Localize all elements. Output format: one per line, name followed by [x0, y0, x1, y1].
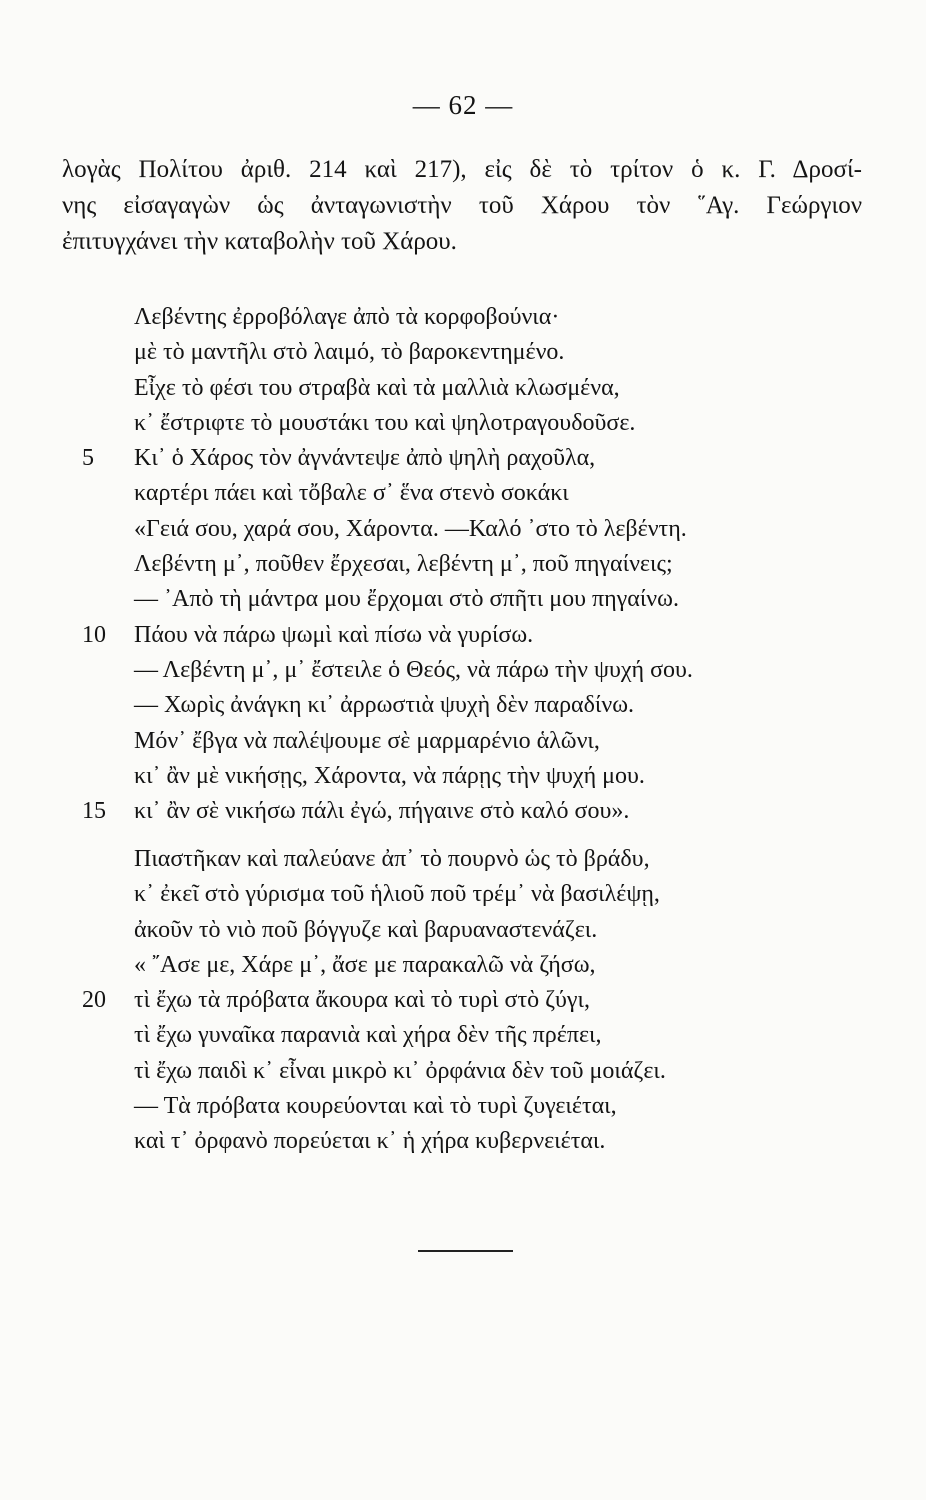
verse-line: [0, 794, 926, 829]
verse-line: [0, 1089, 926, 1124]
verse-text: τὶ ἔχω παιδὶ κ᾽ εἶναι μικρὸ κι᾽ ὀρφάνια δὲν τοῦ μοιάζει.: [134, 1057, 666, 1084]
verse-text: — Λεβέντη μ᾽, μ᾽ ἔστειλε ὁ Θεός, νὰ πάρω τὴν ψυχή σου.: [134, 656, 693, 683]
verse-text: καὶ τ᾽ ὀρφανὸ πορεύεται κ᾽ ἡ χήρα κυβερνειέται.: [134, 1128, 606, 1155]
verse-text: καρτέρι πάει καὶ τὄβαλε σ᾽ ἕνα στενὸ σοκάκι: [134, 480, 569, 507]
verse-line: [0, 300, 926, 335]
verse-line: [0, 1018, 926, 1053]
verse-text: κ᾽ ἔστριφτε τὸ μουστάκι του καὶ ψηλοτραγουδοῦσε.: [134, 409, 636, 436]
verse-text: Μόν᾽ ἔβγα νὰ παλέψουμε σὲ μαρμαρένιο ἁλῶνι,: [134, 727, 600, 754]
verse-line: [0, 842, 926, 877]
line-number: 5: [82, 445, 94, 472]
intro-line: ἐπιτυγχάνει τὴν καταβολὴν τοῦ Χάρου.: [62, 228, 457, 255]
verse-text: — Χωρὶς ἀνάγκη κι᾽ ἀρρωστιὰ ψυχὴ δὲν παραδίνω.: [134, 692, 635, 719]
line-number: 10: [82, 621, 106, 648]
intro-line: νης εἰσαγαγὼν ὡς ἀνταγωνιστὴν τοῦ Χάρου τὸν ῞Αγ. Γεώργιον: [62, 192, 862, 219]
verse-text: κι᾽ ἂν σὲ νικήσω πάλι ἐγώ, πήγαινε στὸ καλό σου».: [134, 798, 630, 825]
verse-line: [0, 547, 926, 582]
verse-line: [0, 759, 926, 794]
verse-text: κι᾽ ἂν μὲ νικήσῃς, Χάροντα, νὰ πάρῃς τὴν ψυχή μου.: [134, 762, 645, 789]
verse-text: μὲ τὸ μαντῆλι στὸ λαιμό, τὸ βαροκεντημένο.: [134, 339, 565, 366]
verse-text: τὶ ἔχω τὰ πρόβατα ἄκουρα καὶ τὸ τυρὶ στὸ ζύγι,: [134, 987, 590, 1014]
verse-text: — ᾽Απὸ τὴ μάντρα μου ἔρχομαι στὸ σπῆτι μου πηγαίνω.: [134, 586, 679, 613]
verse-text: ἀκοῦν τὸ νιὸ ποῦ βόγγυζε καὶ βαρυαναστενάζει.: [134, 916, 598, 943]
verse-line: [0, 913, 926, 948]
verse-line: [0, 724, 926, 759]
verse-line: [0, 406, 926, 441]
verse-text: Λεβέντης ἐρροβόλαγε ἀπὸ τὰ κορφοβούνια·: [134, 304, 560, 330]
verse-text: « ῎Ασε με, Χάρε μ᾽, ἄσε με παρακαλῶ νὰ ζήσω,: [134, 951, 596, 978]
intro-paragraph: [62, 152, 862, 260]
poem-stanza-2: [0, 842, 926, 1160]
verse-text: τὶ ἔχω γυναῖκα παρανιὰ καὶ χήρα δὲν τῆς πρέπει,: [134, 1022, 602, 1049]
verse-line: [0, 688, 926, 723]
line-number: 20: [82, 987, 106, 1014]
verse-text: «Γειά σου, χαρά σου, Χάροντα. —Καλό ᾽στο τὸ λεβέντη.: [134, 515, 687, 542]
verse-line: [0, 441, 926, 476]
verse-line: [0, 1054, 926, 1089]
end-rule-divider: [418, 1250, 513, 1252]
line-number: 15: [82, 798, 106, 825]
verse-line: [0, 618, 926, 653]
verse-text: Πιαστῆκαν καὶ παλεύανε ἀπ᾽ τὸ πουρνὸ ὡς τὸ βράδυ,: [134, 846, 650, 872]
verse-text: κ᾽ ἐκεῖ στὸ γύρισμα τοῦ ἡλιοῦ ποῦ τρέμ᾽ νὰ βασιλέψῃ,: [134, 881, 660, 908]
verse-line: [0, 335, 926, 370]
intro-line: λογὰς Πολίτου ἀριθ. 214 καὶ 217), εἰς δὲ τὸ τρίτον ὁ κ. Γ. Δροσί-: [62, 156, 862, 183]
poem-stanza-1: [0, 300, 926, 829]
page-number: — 62 —: [412, 90, 514, 120]
verse-line: [0, 476, 926, 511]
verse-text: — Τὰ πρόβατα κουρεύονται καὶ τὸ τυρὶ ζυγειέται,: [134, 1093, 617, 1120]
verse-line: [0, 1124, 926, 1159]
verse-line: [0, 983, 926, 1018]
verse-text: Κι᾽ ὁ Χάρος τὸν ἀγνάντεψε ἀπὸ ψηλὴ ραχοῦλα,: [134, 445, 596, 472]
verse-line: [0, 948, 926, 983]
verse-line: [0, 371, 926, 406]
verse-line: [0, 653, 926, 688]
verse-text: Πάου νὰ πάρω ψωμὶ καὶ πίσω νὰ γυρίσω.: [134, 621, 534, 648]
verse-line: [0, 877, 926, 912]
verse-text: Λεβέντη μ᾽, ποῦθεν ἔρχεσαι, λεβέντη μ᾽, ποῦ πηγαίνεις;: [134, 551, 673, 578]
verse-text: Εἶχε τὸ φέσι του στραβὰ καὶ τὰ μαλλιὰ κλωσμένα,: [134, 374, 620, 401]
verse-line: [0, 512, 926, 547]
verse-line: [0, 582, 926, 617]
